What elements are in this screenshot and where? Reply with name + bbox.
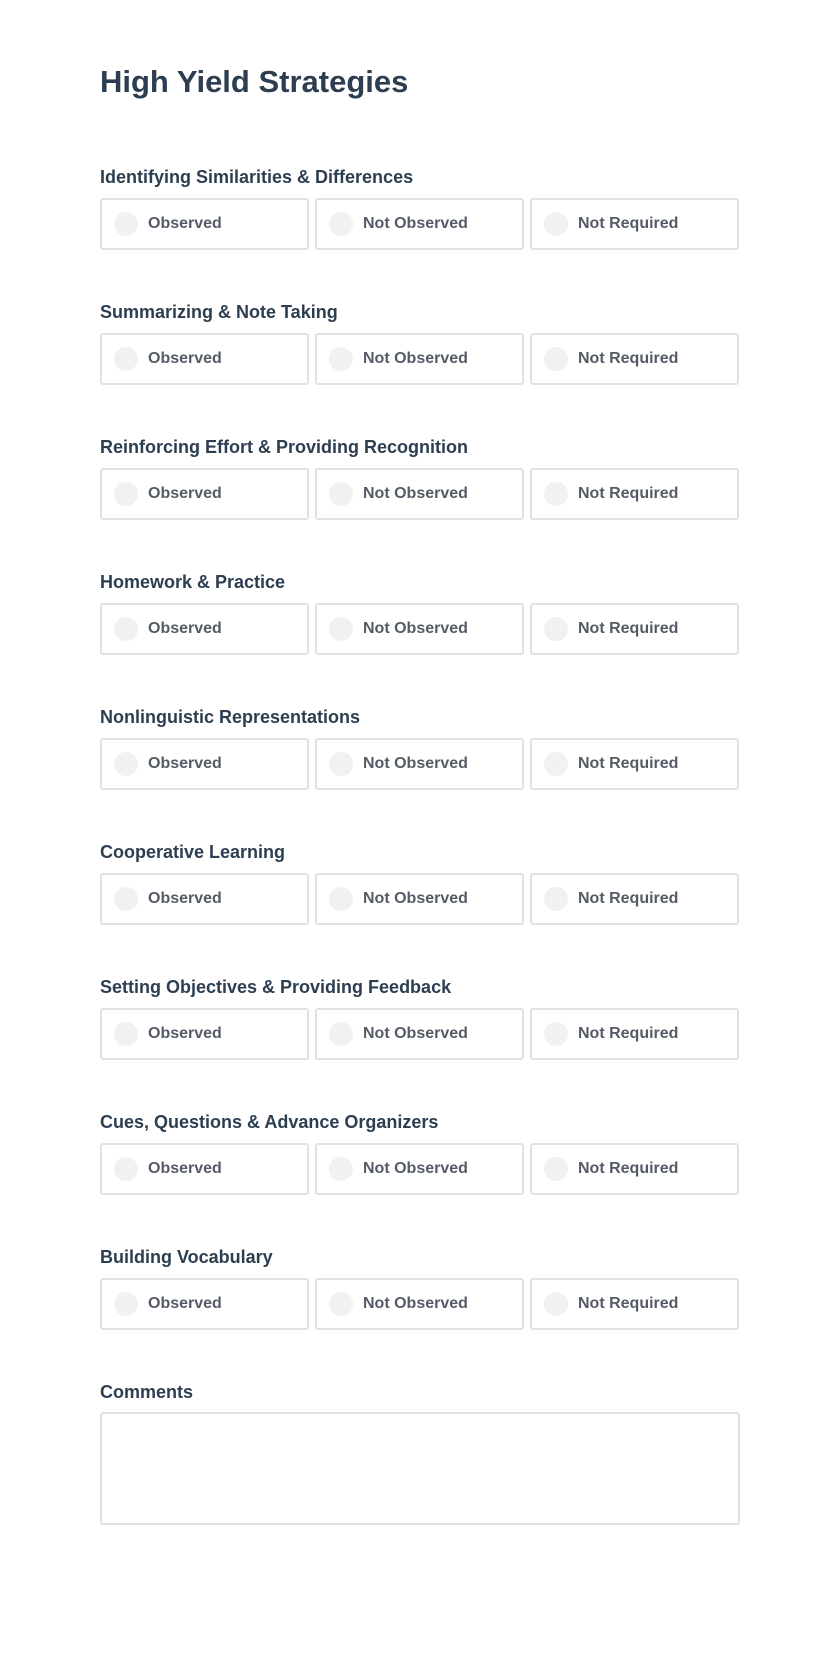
radio-circle-icon[interactable]: [544, 482, 568, 506]
radio-circle-icon[interactable]: [329, 482, 353, 506]
radio-circle-icon[interactable]: [544, 347, 568, 371]
option-observed[interactable]: [100, 873, 309, 925]
option-label: Not Required: [578, 1160, 679, 1177]
question-label: Summarizing & Note Taking: [100, 302, 338, 322]
radio-circle-icon[interactable]: [329, 887, 353, 911]
question-label: Cooperative Learning: [100, 842, 286, 862]
comments-textarea[interactable]: [100, 1412, 740, 1525]
page-title: High Yield Strategies: [100, 64, 409, 99]
radio-circle-icon[interactable]: [114, 752, 138, 776]
radio-circle-icon[interactable]: [329, 347, 353, 371]
question-reinforcing-effort: [100, 433, 740, 520]
option-label: Observed: [148, 620, 222, 637]
question-label: Identifying Similarities & Differences: [100, 167, 414, 187]
radio-circle-icon[interactable]: [114, 617, 138, 641]
option-not-observed[interactable]: [315, 198, 524, 250]
radio-circle-icon[interactable]: [544, 617, 568, 641]
question-setting-objectives: [100, 973, 740, 1060]
option-not-required[interactable]: [530, 873, 739, 925]
option-label: Not Observed: [363, 350, 468, 367]
question-label: Cues, Questions & Advance Organizers: [100, 1112, 439, 1132]
option-observed[interactable]: [100, 1008, 309, 1060]
radio-circle-icon[interactable]: [114, 347, 138, 371]
radio-group: [100, 873, 740, 925]
option-not-observed[interactable]: [315, 603, 524, 655]
option-not-required[interactable]: [530, 198, 739, 250]
radio-circle-icon[interactable]: [329, 1292, 353, 1316]
radio-circle-icon[interactable]: [544, 1022, 568, 1046]
option-label: Not Required: [578, 890, 679, 907]
option-label: Not Observed: [363, 1025, 468, 1042]
option-not-required[interactable]: [530, 1143, 739, 1195]
option-observed[interactable]: [100, 198, 309, 250]
option-label: Not Observed: [363, 485, 468, 502]
option-label: Observed: [148, 350, 222, 367]
option-not-required[interactable]: [530, 1008, 739, 1060]
radio-circle-icon[interactable]: [544, 1157, 568, 1181]
option-label: Not Required: [578, 350, 679, 367]
option-label: Observed: [148, 890, 222, 907]
radio-group: [100, 738, 740, 790]
option-not-required[interactable]: [530, 1278, 739, 1330]
question-label: Setting Objectives & Providing Feedback: [100, 977, 452, 997]
option-not-observed[interactable]: [315, 333, 524, 385]
radio-circle-icon[interactable]: [544, 1292, 568, 1316]
option-not-observed[interactable]: [315, 873, 524, 925]
radio-circle-icon[interactable]: [114, 887, 138, 911]
option-not-observed[interactable]: [315, 1278, 524, 1330]
option-observed[interactable]: [100, 1143, 309, 1195]
option-not-required[interactable]: [530, 333, 739, 385]
radio-group: [100, 603, 740, 655]
option-observed[interactable]: [100, 738, 309, 790]
comments-label: Comments: [100, 1382, 194, 1402]
option-observed[interactable]: [100, 468, 309, 520]
option-observed[interactable]: [100, 1278, 309, 1330]
radio-group: [100, 1008, 740, 1060]
option-label: Observed: [148, 485, 222, 502]
radio-circle-icon[interactable]: [114, 1022, 138, 1046]
option-label: Not Observed: [363, 620, 468, 637]
radio-circle-icon[interactable]: [114, 482, 138, 506]
radio-circle-icon[interactable]: [114, 1292, 138, 1316]
option-not-observed[interactable]: [315, 1008, 524, 1060]
radio-circle-icon[interactable]: [114, 1157, 138, 1181]
question-label: Homework & Practice: [100, 572, 286, 592]
option-label: Observed: [148, 1160, 222, 1177]
question-label: Reinforcing Effort & Providing Recognition: [100, 437, 468, 457]
radio-circle-icon[interactable]: [329, 1157, 353, 1181]
question-cues-questions: [100, 1108, 740, 1195]
option-label: Not Observed: [363, 1295, 468, 1312]
radio-group: [100, 198, 740, 250]
option-label: Not Required: [578, 755, 679, 772]
question-label: Building Vocabulary: [100, 1247, 273, 1267]
question-cooperative-learning: [100, 838, 740, 925]
option-not-required[interactable]: [530, 738, 739, 790]
option-label: Not Observed: [363, 890, 468, 907]
option-label: Observed: [148, 1025, 222, 1042]
radio-circle-icon[interactable]: [329, 617, 353, 641]
option-not-observed[interactable]: [315, 468, 524, 520]
option-label: Observed: [148, 215, 222, 232]
radio-group: [100, 1143, 740, 1195]
option-observed[interactable]: [100, 603, 309, 655]
radio-circle-icon[interactable]: [329, 212, 353, 236]
option-not-required[interactable]: [530, 468, 739, 520]
option-not-required[interactable]: [530, 603, 739, 655]
radio-circle-icon[interactable]: [544, 752, 568, 776]
option-label: Not Required: [578, 620, 679, 637]
radio-group: [100, 1278, 740, 1330]
radio-circle-icon[interactable]: [114, 212, 138, 236]
option-label: Not Required: [578, 215, 679, 232]
question-building-vocabulary: [100, 1243, 740, 1330]
radio-circle-icon[interactable]: [544, 212, 568, 236]
option-not-observed[interactable]: [315, 1143, 524, 1195]
comments-section: [100, 1378, 740, 1525]
option-label: Not Observed: [363, 755, 468, 772]
radio-group: [100, 333, 740, 385]
option-label: Not Required: [578, 1295, 679, 1312]
question-identifying-similarities: [100, 163, 740, 250]
option-label: Observed: [148, 755, 222, 772]
question-summarizing: [100, 298, 740, 385]
option-label: Not Observed: [363, 1160, 468, 1177]
radio-circle-icon[interactable]: [329, 752, 353, 776]
option-label: Observed: [148, 1295, 222, 1312]
question-homework-practice: [100, 568, 740, 655]
option-label: Not Required: [578, 1025, 679, 1042]
radio-circle-icon[interactable]: [544, 887, 568, 911]
question-nonlinguistic: [100, 703, 740, 790]
option-observed[interactable]: [100, 333, 309, 385]
option-not-observed[interactable]: [315, 738, 524, 790]
question-label: Nonlinguistic Representations: [100, 707, 361, 727]
option-label: Not Observed: [363, 215, 468, 232]
option-label: Not Required: [578, 485, 679, 502]
radio-group: [100, 468, 740, 520]
radio-circle-icon[interactable]: [329, 1022, 353, 1046]
